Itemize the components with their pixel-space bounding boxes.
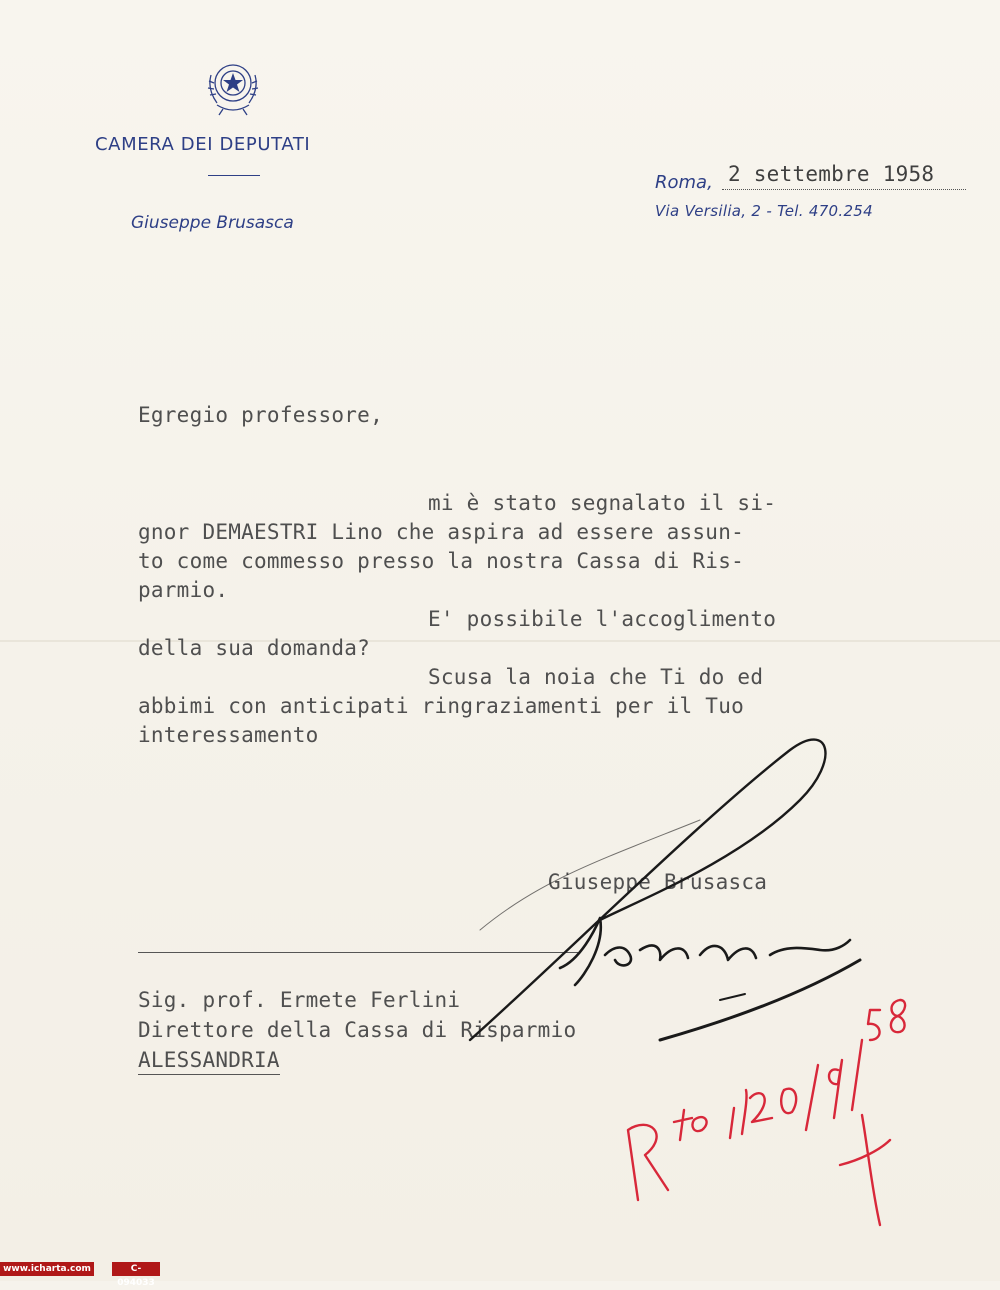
signature-underline bbox=[660, 960, 860, 1040]
body-line: Scusa la noia che Ti do ed bbox=[428, 665, 764, 689]
recipient-title: Direttore della Cassa di Risparmio bbox=[138, 1018, 577, 1042]
recipient-name: Sig. prof. Ermete Ferlini bbox=[138, 988, 461, 1012]
body-line: abbimi con anticipati ringraziamenti per il Tuo bbox=[138, 694, 744, 718]
body-line: parmio. bbox=[138, 578, 229, 602]
signature-scribble bbox=[560, 918, 850, 985]
institution-name: CAMERA DEI DEPUTATI bbox=[95, 134, 311, 155]
signature-dash bbox=[720, 994, 745, 1000]
salutation: Egregio professore, bbox=[138, 403, 383, 427]
letterhead-author: Giuseppe Brusasca bbox=[131, 213, 294, 233]
red-note-il bbox=[730, 1090, 747, 1138]
red-note-5 bbox=[868, 1010, 880, 1040]
body-line: mi è stato segnalato il si- bbox=[428, 491, 777, 515]
red-note-9 bbox=[829, 1060, 842, 1118]
recipient-city-text: ALESSANDRIA bbox=[138, 1048, 280, 1075]
body-line: della sua domanda? bbox=[138, 636, 371, 660]
letter-date: 2 settembre 1958 bbox=[728, 162, 935, 186]
footer-code-badge: C-094033 bbox=[112, 1262, 160, 1276]
body-line: gnor DEMAESTRI Lino che aspira ad essere assun- bbox=[138, 520, 744, 544]
typed-signature: Giuseppe Brusasca bbox=[548, 870, 768, 894]
red-note-slash-1 bbox=[806, 1065, 818, 1130]
body-line: interessamento bbox=[138, 723, 319, 747]
signature-sweep bbox=[480, 820, 700, 930]
signature-loop bbox=[470, 740, 825, 1040]
red-note-20 bbox=[750, 1089, 796, 1122]
footer-site-badge: www.icharta.com bbox=[0, 1262, 94, 1276]
body-line: to come commesso presso la nostra Cassa di Ris- bbox=[138, 549, 744, 573]
red-note-to bbox=[674, 1110, 707, 1140]
body-line: E' possibile l'accoglimento bbox=[428, 607, 777, 631]
red-initials bbox=[840, 1115, 890, 1225]
red-note-r bbox=[628, 1125, 668, 1200]
letterhead-address: Via Versilia, 2 - Tel. 470.254 bbox=[655, 202, 873, 220]
red-note-slash-2 bbox=[852, 1040, 862, 1110]
letterhead-place: Roma, bbox=[655, 172, 713, 193]
red-note-8 bbox=[891, 1000, 905, 1032]
